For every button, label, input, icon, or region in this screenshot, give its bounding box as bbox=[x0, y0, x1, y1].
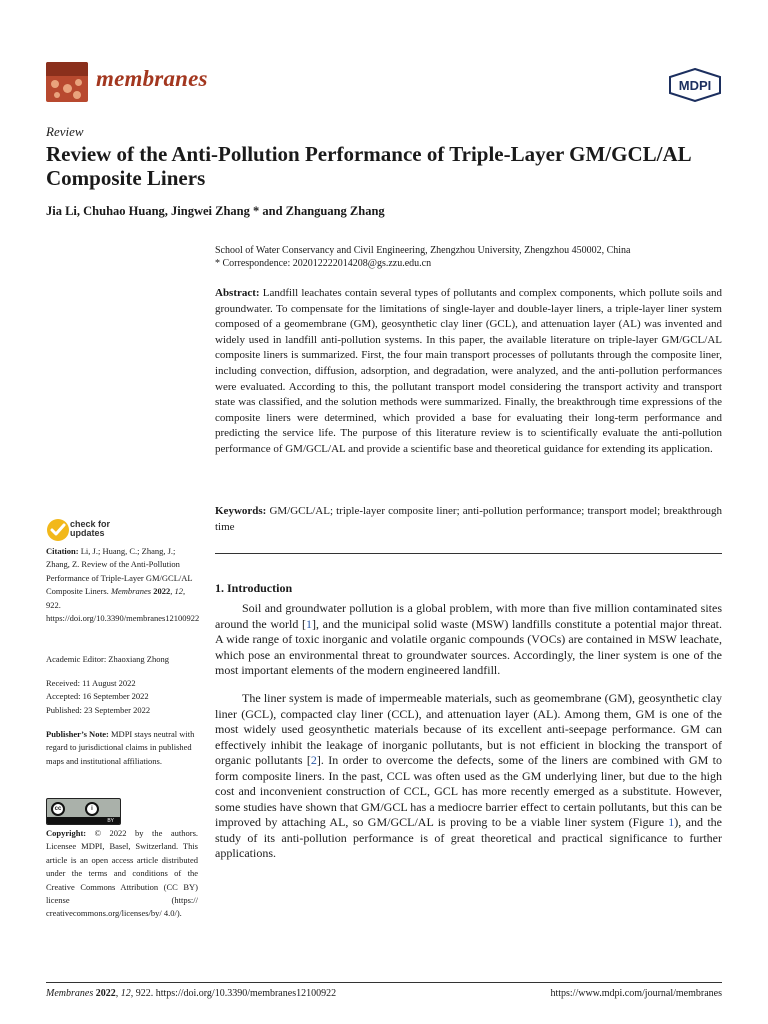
publisher-note-label: Publisher’s Note: bbox=[46, 729, 109, 739]
date-published: Published: 23 September 2022 bbox=[46, 704, 151, 715]
journal-url[interactable]: https://www.mdpi.com/journal/membranes bbox=[550, 988, 722, 999]
citation-year: 2022 bbox=[153, 586, 171, 597]
paragraph-text: ), and the study of its anti-pollution performance is of great theoretical and practical significance to further applications. bbox=[215, 815, 722, 860]
author-list: Jia Li, Chuhao Huang, Jingwei Zhang * and Zhanguang Zhang bbox=[46, 204, 385, 218]
copyright-label: Copyright: bbox=[46, 828, 87, 838]
journal-name: membranes bbox=[96, 66, 208, 91]
mdpi-logo[interactable] bbox=[668, 68, 722, 102]
paragraph-text: ]. In order to overcome the defects, some of the liners are combined with GM to form composite liners. In the past, CCL was often used as the GM underlying liner, but due to the high cost and inconvenient construction of CCL, GCL has more recently emerged as a substitute. However, some studies have shown that GM/GCL has a mediocre barrier effect to certain pollutants, but this can be improved by attaching AL, so GM/GCL/AL is proving to be a viable liner system (Figure bbox=[215, 753, 723, 829]
paragraph-text: ], and the municipal solid waste (MSW) landfills constitute a potential major threat. A wide range of toxic inorganic and volatile organic compounds (VOCs) are contained in MSW leachate, which pose an environmental threat to groundwater sources. Accordingly, the liner system is one of the most important elements of the modern engineered landfill. bbox=[215, 616, 722, 677]
mdpi-logo-text: MDPI bbox=[678, 78, 712, 93]
attribution-icon: i bbox=[85, 802, 99, 816]
keywords bbox=[215, 504, 722, 535]
correspondence: * Correspondence: 202012222014208@gs.zzu.edu.cn bbox=[215, 258, 432, 269]
dates-block bbox=[46, 677, 198, 717]
paragraph-text: Soil and groundwater pollution is a global problem, with more than five million contaminated sites around the world [ bbox=[215, 601, 722, 631]
copyright-block bbox=[46, 827, 198, 921]
copyright-text: © 2022 by the authors. Licensee MDPI, Basel, Switzerland. This article is an open access article distributed under the terms and conditions of the Creative Commons Attribution (CC BY) license (https:// creativecommons.org/licenses/by/ 4.0/). bbox=[46, 828, 199, 919]
citation-link[interactable]: 2 bbox=[310, 753, 317, 767]
abstract-text: Landfill leachates contain several types of pollutants and complex components, which pollute soils and groundwater. To compensate for the limitations of single-layer and double-layer liners, a triple-layer liner system composed of a geomembrane (GM), geosynthetic clay liner (GCL), and attenuation layer (AL) was invented and widely used in landfill anti-pollution systems. In this paper, the available literature on triple-layer GM/GCL/AL composite liners is summarized. First, the four main transport processes of pollutants through the composite liner, including convection, diffusion, adsorption, and degradation, were analyzed, and the anti-pollution performances were evaluated. According to this, the pollutant transport model considering the transport activity and transport state was classified, and the solution methods were summarized. Finally, the breakthrough time expressions of the composite liners were determined, which provided a base for evaluating their long-term performance and predicting the service life. The purpose of this literature review is to scientifically evaluate the anti-pollution performance of GM/GCL/AL and provide a scientific base and theoretical guidance for extending its application. bbox=[215, 287, 722, 455]
license-badge-label: BY bbox=[107, 818, 114, 824]
date-accepted: Accepted: 16 September 2022 bbox=[46, 691, 149, 702]
citation-link[interactable]: 1 bbox=[306, 616, 312, 631]
publisher-note bbox=[46, 728, 198, 768]
article-title: Review of the Anti-Pollution Performance of Triple-Layer GM/GCL/AL Composite Liners bbox=[46, 142, 691, 190]
membranes-logo-icon bbox=[46, 62, 88, 102]
abstract bbox=[215, 286, 722, 458]
abstract-label: Abstract: bbox=[215, 287, 260, 299]
section-divider bbox=[215, 553, 722, 554]
affiliation-block bbox=[215, 244, 735, 270]
keywords-label: Keywords: bbox=[215, 505, 267, 517]
academic-editor: Academic Editor: Zhaoxiang Zhong bbox=[46, 654, 169, 664]
footer-divider bbox=[46, 982, 722, 983]
date-received: Received: 11 August 2022 bbox=[46, 678, 136, 688]
paragraph bbox=[215, 601, 722, 679]
citation-doi[interactable]: , 922. https://doi.org/10.3390/membranes12100922 bbox=[46, 586, 200, 624]
figure-link[interactable]: 1 bbox=[668, 815, 675, 829]
citation-text: Li, J.; Huang, C.; Zhang, J.; Zhang, Z. Review of the Anti-Pollution Performance of Triple-Layer GM/GCL/AL Composite Liners. bbox=[46, 546, 193, 597]
citation-label: Citation: bbox=[46, 546, 79, 556]
paragraph-text: The liner system is made of impermeable materials, such as geomembrane (GM), geosynthetic clay liner (GCL), compacted clay liner (CCL), and attenuation layer (AL). Among them, GM is one of the most widely used geosynthetic materials because of its excellent anti-seepage performance. GM can effectively inhibit the leakage of inorganic pollutants, but is not efficient in blocking the transport of organic pollutants [ bbox=[215, 691, 722, 767]
citation-volume: 12 bbox=[174, 586, 183, 597]
footer-journal: Membranes bbox=[46, 988, 94, 999]
section-heading: 1. Introduction bbox=[215, 581, 293, 595]
check-updates-text: updates bbox=[70, 528, 105, 538]
footer-volume: 12 bbox=[120, 988, 131, 999]
affiliation: School of Water Conservancy and Civil Engineering, Zhengzhou University, Zhengzhou 450002, China bbox=[215, 245, 631, 256]
check-for-updates-button[interactable] bbox=[70, 520, 110, 538]
keywords-text: GM/GCL/AL; triple-layer composite liner; anti-pollution performance; transport model; breakthrough time bbox=[215, 505, 722, 533]
citation-block: Citation: Li, J.; Huang, C.; Zhang, J.; Zhang, Z. Review of the Anti-Pollution Performance of Triple-Layer GM/GCL/AL Composite Liners. Membranes 2022, 12, 922. https://doi.org/10.3390/membranes12100922 bbox=[46, 546, 200, 624]
article-type: Review bbox=[46, 124, 84, 139]
cc-by-license-badge[interactable] bbox=[46, 798, 121, 825]
footer-doi[interactable]: , 922. https://doi.org/10.3390/membranes12100922 bbox=[130, 988, 337, 999]
cc-icon: cc bbox=[51, 802, 65, 816]
check-for-updates-icon[interactable] bbox=[46, 518, 70, 542]
check-updates-text: check for bbox=[70, 519, 111, 529]
footer-citation: Membranes 2022, 12, 922. https://doi.org/10.3390/membranes12100922 bbox=[46, 988, 337, 999]
footer-year: 2022 bbox=[95, 988, 116, 999]
paragraph bbox=[215, 691, 722, 862]
citation-journal: Membranes bbox=[110, 586, 152, 597]
publisher-note-text: MDPI stays neutral with regard to jurisdictional claims in published maps and institutional affiliations. bbox=[46, 729, 195, 766]
